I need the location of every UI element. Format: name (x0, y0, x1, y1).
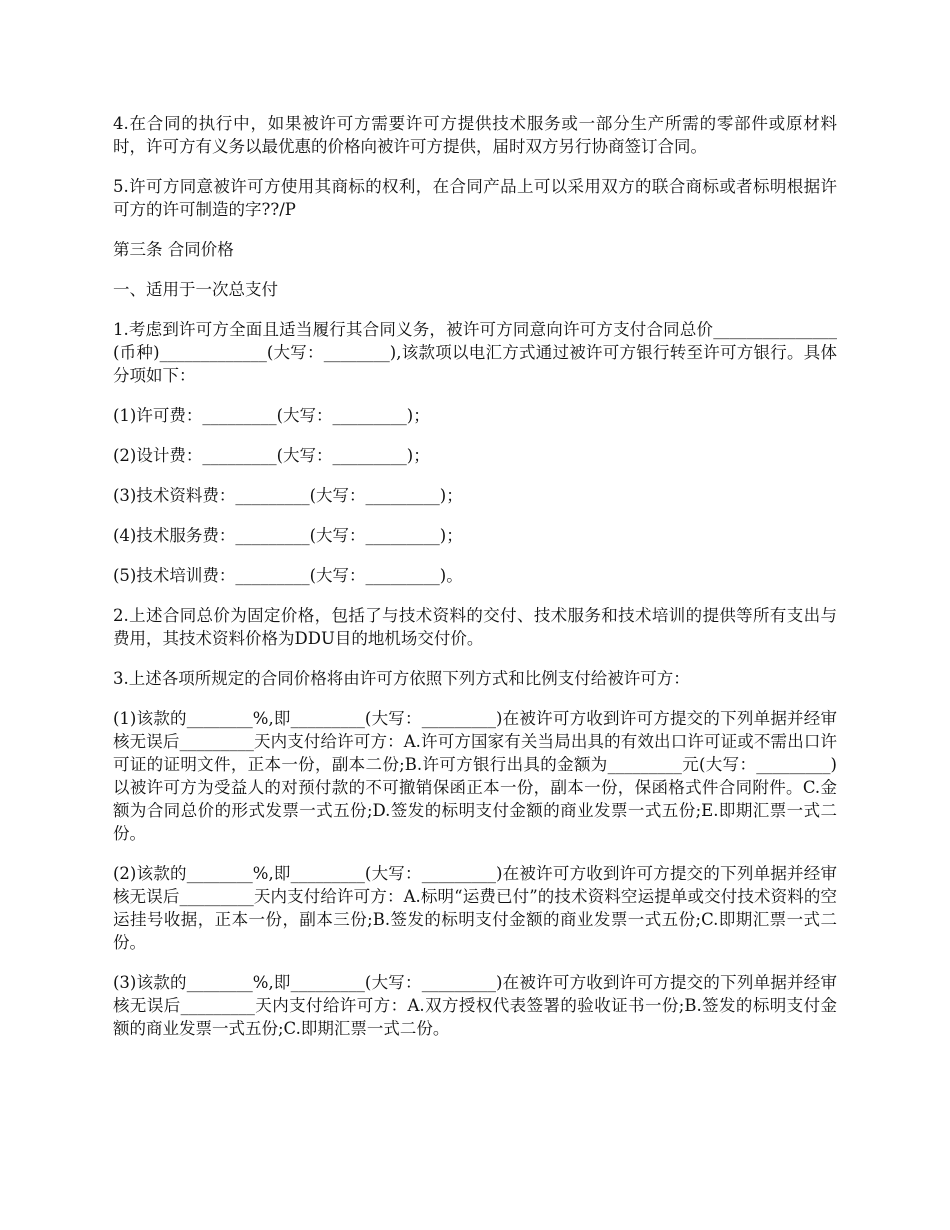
list-item-technical-training-fee: (5)技术培训费：_________(大写：_________)。 (113, 566, 463, 585)
list-item-technical-data-fee: (3)技术资料费：_________(大写：_________)； (113, 486, 463, 505)
section-heading-contract-price: 第三条 合同价格 (113, 240, 234, 259)
paragraph-total-price: 1.考虑到许可方全面且适当履行其合同义务，被许可方同意向许可方支付合同总价_______________(币种)_____________(大写：________),该款项以电汇方式通过被许可方银行转至许可方银行。具体分项如下： (113, 320, 837, 385)
document-body (113, 112, 837, 1057)
payment-clause-3: (3)该款的________%,即_________(大写：_________)在被许可方收到许可方提交的下列单据并经审核无误后_________天内支付给许可方：A.双方授权代表签署的验收证书一份;B.签发的标明支付金额的商业发票一式五份;C.即期汇票一式二份。 (113, 973, 837, 1038)
subheading-lump-sum-payment: 一、适用于一次总支付 (113, 280, 278, 299)
payment-clause-1: (1)该款的________%,即_________(大写：_________)在被许可方收到许可方提交的下列单据并经审核无误后_________天内支付给许可方：A.许可方国家有关当局出具的有效出口许可证或不需出口许可证的证明文件，正本一份，副本二份;B.许可方银行出具的金额为_________元(大写：_________)以被许可方为受益人的对预付款的不可撤销保函正本一份，副本一份，保函格式件合同附件。C.金额为合同总价的形式发票一式五份;D.签发的标明支付金额的商业发票一式五份;E.即期汇票一式二份。 (113, 709, 837, 843)
paragraph-article-4: 4.在合同的执行中，如果被许可方需要许可方提供技术服务或一部分生产所需的零部件或原材料时，许可方有义务以最优惠的价格向被许可方提供，届时双方另行协商签订合同。 (113, 114, 837, 156)
paragraph-article-5: 5.许可方同意被许可方使用其商标的权利，在合同产品上可以采用双方的联合商标或者标明根据许可方的许可制造的字??/P (113, 177, 837, 219)
payment-clause-2: (2)该款的________%,即_________(大写：_________)在被许可方收到许可方提交的下列单据并经审核无误后_________天内支付给许可方：A.标明“运费已付”的技术资料空运提单或交付技术资料的空运挂号收据，正本一份，副本三份;B.签发的标明支付金额的商业发票一式五份;C.即期汇票一式二份。 (113, 864, 837, 952)
list-item-technical-service-fee: (4)技术服务费：_________(大写：_________)； (113, 526, 463, 545)
paragraph-fixed-price: 2.上述合同总价为固定价格，包括了与技术资料的交付、技术服务和技术培训的提供等所有支出与费用，其技术资料价格为DDU目的地机场交付价。 (113, 606, 837, 648)
paragraph-payment-method: 3.上述各项所规定的合同价格将由许可方依照下列方式和比例支付给被许可方： (113, 669, 690, 688)
list-item-license-fee: (1)许可费：_________(大写：_________)； (113, 406, 430, 425)
list-item-design-fee: (2)设计费：_________(大写：_________)； (113, 446, 430, 465)
